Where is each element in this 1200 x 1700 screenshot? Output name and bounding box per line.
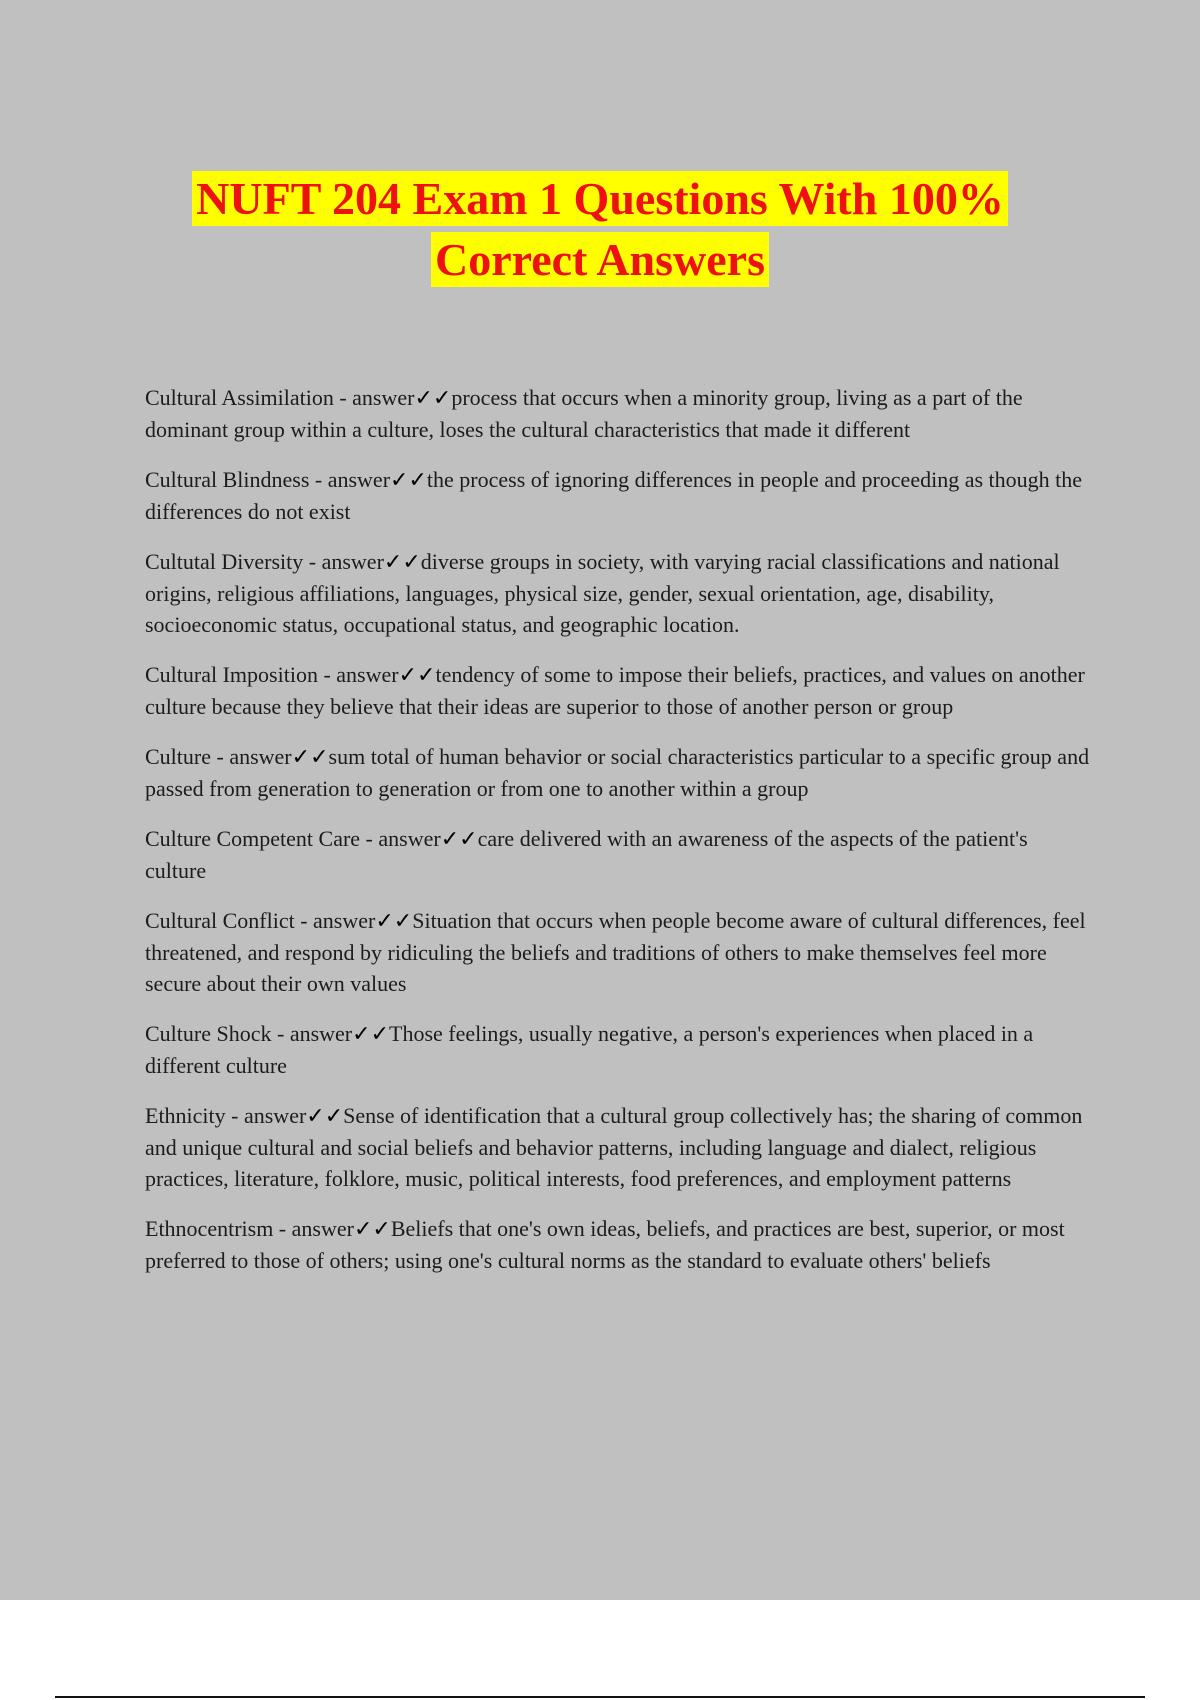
- entry-term: Ethnocentrism -: [145, 1216, 292, 1241]
- double-check-icon: ✓✓: [414, 386, 452, 411]
- qa-entry: [145, 382, 1090, 445]
- entry-definition: the process of ignoring differences in people and proceeding as though the differences do not exist: [145, 467, 1083, 524]
- double-check-icon: ✓✓: [353, 1217, 391, 1242]
- qa-entry: [145, 546, 1090, 640]
- answer-label: answer: [313, 908, 376, 933]
- entry-term: Cultural Imposition -: [145, 662, 337, 687]
- answer-label: answer: [229, 744, 292, 769]
- qa-entry: [145, 659, 1090, 722]
- entry-definition: sum total of human behavior or social characteristics particular to a specific group and passed from generation to generation or from one to another within a group: [145, 744, 1090, 801]
- double-check-icon: ✓✓: [306, 1104, 344, 1129]
- entry-term: Culture Competent Care -: [145, 826, 379, 851]
- entry-definition: Sense of identification that a cultural group collectively has; the sharing of common and unique cultural and social beliefs and behavior patterns, including language and dialect, religious practices, literature, folklore, music, political interests, food preferences, and employment patterns: [145, 1103, 1083, 1191]
- answer-label: answer: [378, 826, 441, 851]
- double-check-icon: ✓✓: [383, 550, 421, 575]
- entry-term: Culture Shock -: [145, 1021, 290, 1046]
- qa-list: [145, 382, 1090, 1295]
- qa-entry: [145, 823, 1090, 886]
- document-title: [0, 168, 1200, 290]
- entry-definition: care delivered with an awareness of the aspects of the patient's culture: [145, 826, 1028, 883]
- double-check-icon: ✓✓: [440, 827, 478, 852]
- entry-definition: Those feelings, usually negative, a person's experiences when placed in a different culture: [145, 1021, 1034, 1078]
- entry-term: Cultural Blindness -: [145, 467, 328, 492]
- entry-term: Cultural Assimilation -: [145, 385, 353, 410]
- entry-definition: tendency of some to impose their beliefs, practices, and values on another culture because they believe that their ideas are superior to those of another person or group: [145, 662, 1085, 719]
- double-check-icon: ✓✓: [352, 1022, 390, 1047]
- entry-definition: process that occurs when a minority group, living as a part of the dominant group within a culture, loses the cultural characteristics that made it different: [145, 385, 1023, 442]
- qa-entry: [145, 1018, 1090, 1081]
- answer-label: answer: [289, 1021, 353, 1046]
- title-line-1: NUFT 204 Exam 1 Questions With 100%: [192, 171, 1008, 226]
- answer-label: answer: [336, 662, 399, 687]
- answer-label: answer: [291, 1216, 354, 1241]
- qa-entry: [145, 1100, 1090, 1194]
- double-check-icon: ✓✓: [390, 468, 427, 493]
- double-check-icon: ✓✓: [398, 663, 436, 688]
- qa-entry: [145, 741, 1090, 804]
- double-check-icon: ✓✓: [291, 745, 329, 770]
- entry-term: Ethnicity -: [145, 1103, 244, 1128]
- entry-term: Cultutal Diversity -: [145, 549, 322, 574]
- double-check-icon: ✓✓: [375, 909, 413, 934]
- entry-definition: diverse groups in society, with varying racial classifications and national origins, religious affiliations, languages, physical size, gender, sexual orientation, age, disability, socioeconomic status, occupational status, and geographic location.: [145, 549, 1060, 637]
- entry-definition: Beliefs that one's own ideas, beliefs, and practices are best, superior, or most preferred to those of others; using one's cultural norms as the standard to evaluate others' beliefs: [145, 1216, 1065, 1273]
- answer-label: answer: [321, 549, 384, 574]
- title-line-2: Correct Answers: [431, 232, 769, 287]
- footer-divider: [55, 1696, 1145, 1698]
- qa-entry: [145, 1213, 1090, 1276]
- qa-entry: [145, 905, 1090, 999]
- entry-term: Culture -: [145, 744, 230, 769]
- entry-definition: Situation that occurs when people become aware of cultural differences, feel threatened, and respond by ridiculing the beliefs and traditions of others to make themselves feel more secure about their own values: [145, 908, 1086, 996]
- qa-entry: [145, 464, 1090, 527]
- answer-label: answer: [352, 385, 415, 410]
- entry-term: Cultural Conflict -: [145, 908, 314, 933]
- answer-label: answer: [327, 467, 391, 492]
- answer-label: answer: [243, 1103, 307, 1128]
